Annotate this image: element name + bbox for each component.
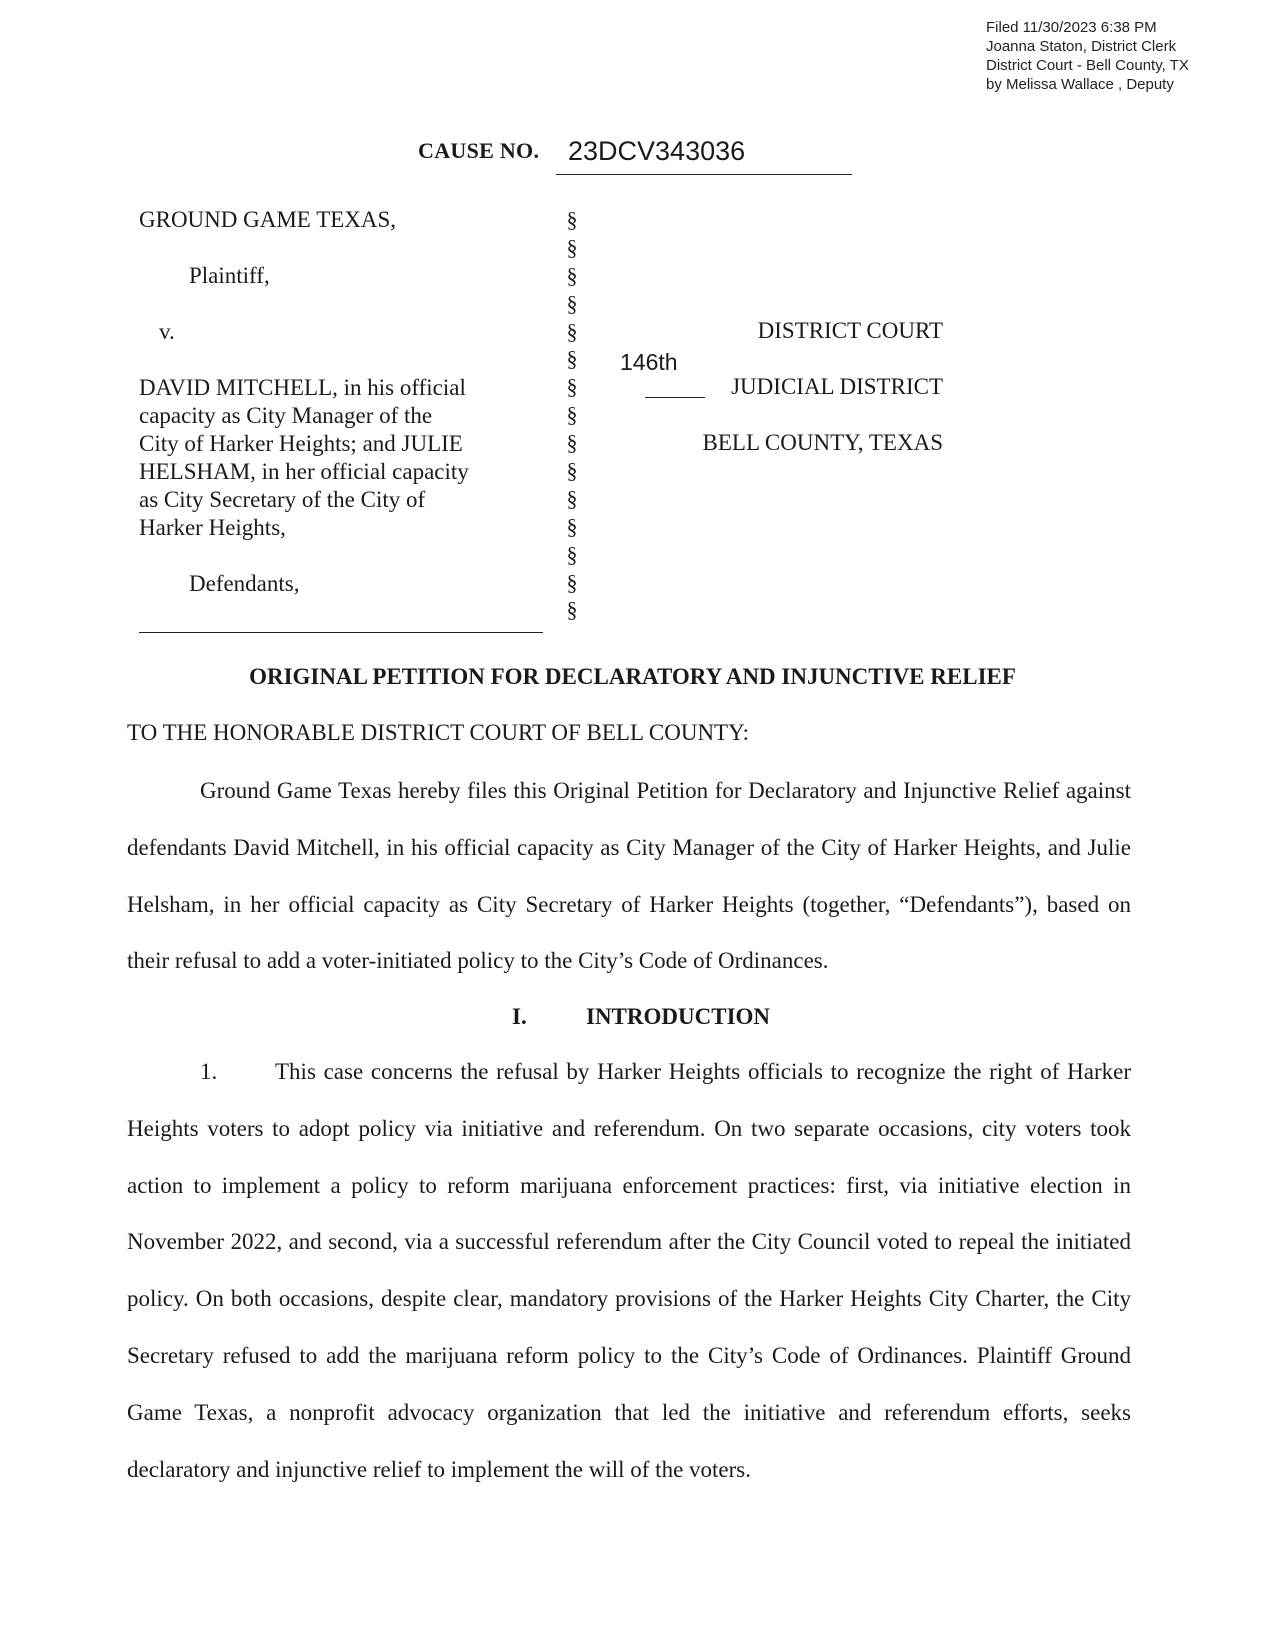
section-symbol: § <box>566 318 578 344</box>
defendant-role: Defendants, <box>189 571 300 596</box>
versus: v. <box>159 319 175 344</box>
section-title: INTRODUCTION <box>586 1004 771 1029</box>
section-symbol: § <box>566 485 578 511</box>
paragraph-1-text: This case concerns the refusal by Harker Heights officials to recognize the right of Harker Heights voters to adopt policy via initiative and referendum. On two separate occasions, city voters took action to implement a policy to reform marijuana enforcement practices: first, via initiative election in November 2022, and second, via a successful referendum after the City Council voted to repeal the initiated policy. On both occasions, despite clear, mandatory provisions of the Harker Heights City Charter, the City Secretary refused to add the marijuana reform policy to the City’s Code of Ordinances. Plaintiff Ground Game Texas, a nonprofit advocacy organization that led the initiative and referendum efforts, seeks declaratory and injunctive relief to implement the will of the voters. <box>127 1059 1131 1482</box>
defendant-line: Harker Heights, <box>139 515 286 540</box>
intro-paragraph: Ground Game Texas hereby files this Original Petition for Declaratory and Injunctive Relief against defendants David Mitchell, in his official capacity as City Manager of the City of Harker Heights, and Julie Helsham, in her official capacity as City Secretary of Harker Heights (together, “Defendants”), based on their refusal to add a voter-initiated policy to the City’s Code of Ordinances. <box>127 778 1131 974</box>
defendant-line: as City Secretary of the City of <box>139 487 426 512</box>
defendant-line: capacity as City Manager of the <box>139 403 433 428</box>
section-symbol: § <box>566 402 578 428</box>
paragraph-number: 1. <box>200 1059 218 1084</box>
section-symbol: § <box>566 569 578 595</box>
section-symbol: § <box>566 597 578 623</box>
judicial-district: JUDICIAL DISTRICT <box>731 374 943 399</box>
filing-stamp-date: Filed 11/30/2023 6:38 PM <box>986 19 1157 36</box>
filing-stamp-deputy: by Melissa Wallace , Deputy <box>986 76 1174 93</box>
plaintiff-role: Plaintiff, <box>189 263 270 288</box>
section-heading <box>512 1004 770 1030</box>
district-number: 146th <box>620 349 678 375</box>
section-symbol: § <box>566 430 578 456</box>
section-symbol: § <box>566 290 578 316</box>
section-symbol: § <box>566 513 578 539</box>
paragraph-1 <box>127 1044 1131 1498</box>
defendant-line: DAVID MITCHELL, in his official <box>139 375 466 400</box>
county: BELL COUNTY, TEXAS <box>702 430 943 455</box>
document-title: ORIGINAL PETITION FOR DECLARATORY AND INJUNCTIVE RELIEF <box>249 664 1016 689</box>
filing-stamp <box>986 18 1189 94</box>
defendant-line: HELSHAM, in her official capacity <box>139 459 469 484</box>
filing-stamp-court: District Court - Bell County, TX <box>986 57 1189 74</box>
district-number-blank <box>645 397 705 398</box>
court-type: DISTRICT COURT <box>757 318 943 343</box>
plaintiff-name: GROUND GAME TEXAS, <box>139 207 397 232</box>
section-symbol-column <box>562 206 582 624</box>
filing-stamp-clerk: Joanna Staton, District Clerk <box>986 38 1177 55</box>
section-symbol: § <box>566 207 578 232</box>
section-numeral: I. <box>512 1004 527 1029</box>
section-symbol: § <box>566 262 578 288</box>
caption-divider <box>139 632 543 633</box>
section-symbol: § <box>566 234 578 260</box>
section-symbol: § <box>566 458 578 484</box>
cause-number: 23DCV343036 <box>556 134 852 175</box>
cause-label: CAUSE NO. <box>418 138 540 163</box>
section-symbol: § <box>566 346 578 372</box>
section-symbol: § <box>566 374 578 400</box>
addressee: TO THE HONORABLE DISTRICT COURT OF BELL COUNTY: <box>127 720 749 745</box>
defendant-line: City of Harker Heights; and JULIE <box>139 431 463 456</box>
section-symbol: § <box>566 541 578 567</box>
